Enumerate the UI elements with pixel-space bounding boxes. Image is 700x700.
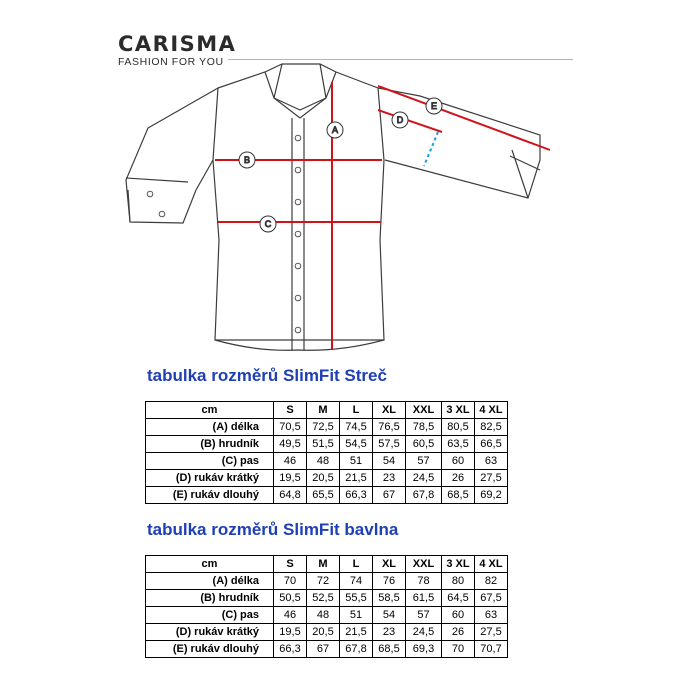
short-sleeve-marker bbox=[424, 132, 438, 166]
table-cell: 27,5 bbox=[475, 624, 508, 641]
table-cell: 21,5 bbox=[340, 624, 373, 641]
measure-markers bbox=[239, 98, 442, 232]
table-cell: 52,5 bbox=[307, 590, 340, 607]
svg-text:E: E bbox=[430, 101, 438, 111]
measure-marker-b bbox=[239, 152, 255, 168]
row-label: (D) rukáv krátký bbox=[146, 624, 274, 641]
row-label: (E) rukáv dlouhý bbox=[146, 641, 274, 658]
table-cell: 67 bbox=[373, 487, 406, 504]
table-cell: 67 bbox=[307, 641, 340, 658]
row-label: (A) délka bbox=[146, 573, 274, 590]
table-cell: 60 bbox=[442, 453, 475, 470]
table-row bbox=[146, 487, 508, 504]
table-cell: 80,5 bbox=[442, 419, 475, 436]
header-cell: S bbox=[274, 402, 307, 419]
table-cell: 63 bbox=[475, 453, 508, 470]
table-row bbox=[146, 624, 508, 641]
brand-tagline: FASHION FOR YOU bbox=[118, 56, 224, 68]
table-cell: 66,3 bbox=[340, 487, 373, 504]
table-cell: 19,5 bbox=[274, 470, 307, 487]
table-cell: 54,5 bbox=[340, 436, 373, 453]
header-cell: 3 XL bbox=[442, 556, 475, 573]
table-cell: 69,3 bbox=[406, 641, 442, 658]
table-row bbox=[146, 419, 508, 436]
table-cell: 76 bbox=[373, 573, 406, 590]
table-cell: 64,5 bbox=[442, 590, 475, 607]
table-cell: 66,5 bbox=[475, 436, 508, 453]
table-row bbox=[146, 436, 508, 453]
shirt-buttons bbox=[147, 135, 301, 333]
table-cell: 78 bbox=[406, 573, 442, 590]
table-cell: 78,5 bbox=[406, 419, 442, 436]
table-cell: 51,5 bbox=[307, 436, 340, 453]
row-label: (B) hrudník bbox=[146, 436, 274, 453]
header-cell: S bbox=[274, 556, 307, 573]
header-cell: cm bbox=[146, 556, 274, 573]
table-header-row bbox=[146, 556, 508, 573]
table-cell: 70 bbox=[274, 573, 307, 590]
table-header-row bbox=[146, 402, 508, 419]
table-cell: 57 bbox=[406, 453, 442, 470]
table-cell: 61,5 bbox=[406, 590, 442, 607]
table-cell: 20,5 bbox=[307, 624, 340, 641]
header-cell: L bbox=[340, 402, 373, 419]
table-cell: 70,5 bbox=[274, 419, 307, 436]
table-cell: 63,5 bbox=[442, 436, 475, 453]
measure-marker-a bbox=[327, 122, 343, 138]
table-cell: 64,8 bbox=[274, 487, 307, 504]
svg-text:A: A bbox=[331, 125, 339, 135]
header-cell: XL bbox=[373, 556, 406, 573]
header-cell: 4 XL bbox=[475, 402, 508, 419]
header-cell: M bbox=[307, 402, 340, 419]
table-cell: 50,5 bbox=[274, 590, 307, 607]
table-cell: 67,8 bbox=[406, 487, 442, 504]
header-cell: 4 XL bbox=[475, 556, 508, 573]
header-cell: M bbox=[307, 556, 340, 573]
measure-marker-c bbox=[260, 216, 276, 232]
table-cell: 72 bbox=[307, 573, 340, 590]
table-cell: 54 bbox=[373, 453, 406, 470]
table-cell: 20,5 bbox=[307, 470, 340, 487]
svg-text:D: D bbox=[396, 115, 404, 125]
header-cell: XL bbox=[373, 402, 406, 419]
header-cell: XXL bbox=[406, 556, 442, 573]
header-cell: XXL bbox=[406, 402, 442, 419]
table-cell: 23 bbox=[373, 624, 406, 641]
table-cell: 67,5 bbox=[475, 590, 508, 607]
table-cell: 54 bbox=[373, 607, 406, 624]
table-cell: 74 bbox=[340, 573, 373, 590]
table-cell: 27,5 bbox=[475, 470, 508, 487]
table-cell: 21,5 bbox=[340, 470, 373, 487]
brand-name: CARISMA bbox=[118, 32, 237, 56]
row-label: (C) pas bbox=[146, 453, 274, 470]
table-row bbox=[146, 453, 508, 470]
table-cell: 68,5 bbox=[442, 487, 475, 504]
svg-text:B: B bbox=[243, 155, 251, 165]
table-cell: 60 bbox=[442, 607, 475, 624]
table-cell: 48 bbox=[307, 607, 340, 624]
header-cell: cm bbox=[146, 402, 274, 419]
table-cell: 65,5 bbox=[307, 487, 340, 504]
row-label: (C) pas bbox=[146, 607, 274, 624]
table-row bbox=[146, 573, 508, 590]
table-cell: 66,3 bbox=[274, 641, 307, 658]
table-cell: 46 bbox=[274, 453, 307, 470]
table-cell: 48 bbox=[307, 453, 340, 470]
table-cell: 24,5 bbox=[406, 470, 442, 487]
size-table-strec bbox=[145, 401, 508, 504]
table-cell: 82 bbox=[475, 573, 508, 590]
table-cell: 55,5 bbox=[340, 590, 373, 607]
table-cell: 60,5 bbox=[406, 436, 442, 453]
table-cell: 70 bbox=[442, 641, 475, 658]
table-cell: 26 bbox=[442, 624, 475, 641]
measure-marker-e bbox=[426, 98, 442, 114]
size-table-bavlna bbox=[145, 555, 508, 658]
table-row bbox=[146, 607, 508, 624]
table-cell: 26 bbox=[442, 470, 475, 487]
svg-text:C: C bbox=[264, 219, 272, 229]
measure-marker-d bbox=[392, 112, 408, 128]
table-cell: 69,2 bbox=[475, 487, 508, 504]
table-cell: 51 bbox=[340, 607, 373, 624]
header-cell: L bbox=[340, 556, 373, 573]
table-cell: 46 bbox=[274, 607, 307, 624]
table-row bbox=[146, 590, 508, 607]
table-cell: 68,5 bbox=[373, 641, 406, 658]
table-row bbox=[146, 641, 508, 658]
table-cell: 70,7 bbox=[475, 641, 508, 658]
table-cell: 67,8 bbox=[340, 641, 373, 658]
table-cell: 58,5 bbox=[373, 590, 406, 607]
table-cell: 51 bbox=[340, 453, 373, 470]
table-cell: 23 bbox=[373, 470, 406, 487]
table-cell: 49,5 bbox=[274, 436, 307, 453]
table-cell: 80 bbox=[442, 573, 475, 590]
table-cell: 76,5 bbox=[373, 419, 406, 436]
header-cell: 3 XL bbox=[442, 402, 475, 419]
table-cell: 19,5 bbox=[274, 624, 307, 641]
row-label: (B) hrudník bbox=[146, 590, 274, 607]
table-cell: 74,5 bbox=[340, 419, 373, 436]
table-cell: 57,5 bbox=[373, 436, 406, 453]
table-cell: 63 bbox=[475, 607, 508, 624]
table-title-strec: tabulka rozměrů SlimFit Streč bbox=[147, 366, 387, 385]
table-cell: 24,5 bbox=[406, 624, 442, 641]
row-label: (D) rukáv krátký bbox=[146, 470, 274, 487]
table-cell: 82,5 bbox=[475, 419, 508, 436]
table-title-bavlna: tabulka rozměrů SlimFit bavlna bbox=[147, 520, 399, 539]
row-label: (E) rukáv dlouhý bbox=[146, 487, 274, 504]
table-cell: 72,5 bbox=[307, 419, 340, 436]
table-cell: 57 bbox=[406, 607, 442, 624]
table-row bbox=[146, 470, 508, 487]
row-label: (A) délka bbox=[146, 419, 274, 436]
